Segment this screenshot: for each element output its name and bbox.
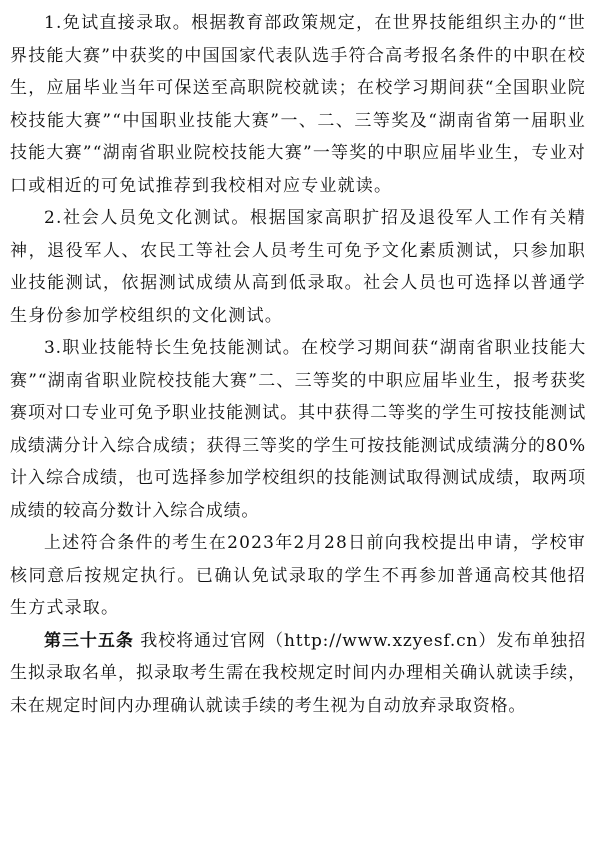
article-text-after-link: ）发布单独招生拟录取名单，拟录取考生需在我校规定时间内办理相关确认就读手续，未在规定时间内办理确认就读手续的考生视为自动放弃录取资格。 xyxy=(10,630,586,716)
paragraph-application-deadline: 上述符合条件的考生在2023年2月28日前向我校提出申请，学校审核同意后按规定执行。已确认免试录取的学生不再参加普通高校其他招生方式录取。 xyxy=(10,533,586,618)
paragraph-social-personnel-exemption: 2.社会人员免文化测试。根据国家高职扩招及退役军人工作有关精神，退役军人、农民工等社会人员考生可免予文化素质测试，只参加职业技能测试，依据测试成绩从高到低录取。社会人员也可选择以普通学生身份参加学校组织的文化测试。 xyxy=(10,208,586,326)
paragraph-skill-specialist-exemption: 3.职业技能特长生免技能测试。在校学习期间获“湖南省职业技能大赛”“湖南省职业院校技能大赛”二、三等奖的中职应届毕业生，报考获奖赛项对口专业可免予职业技能测试。其中获得二等奖的学生可按技能测试成绩满分计入综合成绩；获得三等奖的学生可按技能测试成绩满分的80%计入综合成绩，也可选择参加学校组织的技能测试取得测试成绩，取两项成绩的较高分数计入综合成绩。 xyxy=(10,338,586,521)
article-heading: 第三十五条 xyxy=(44,630,134,651)
article-text-before-link: 我校将通过官网（ xyxy=(140,630,284,651)
official-website-link[interactable]: http://www.xzyesf.cn xyxy=(283,630,479,651)
paragraph-exam-exemption-direct-admission: 1.免试直接录取。根据教育部政策规定，在世界技能组织主办的“世界技能大赛”中获奖的中国国家代表队选手符合高考报名条件的中职在校生，应届毕业当年可保送至高职院校就读；在校学习期间获“全国职业院校技能大赛”“中国职业技能大赛”一、二、三等奖及“湖南省第一届职业技能大赛”“湖南省职业院校技能大赛”一等奖的中职应届毕业生，专业对口或相近的可免试推荐到我校相对应专业就读。 xyxy=(10,13,586,196)
document-body xyxy=(10,7,586,722)
paragraph-article-35 xyxy=(10,625,586,723)
